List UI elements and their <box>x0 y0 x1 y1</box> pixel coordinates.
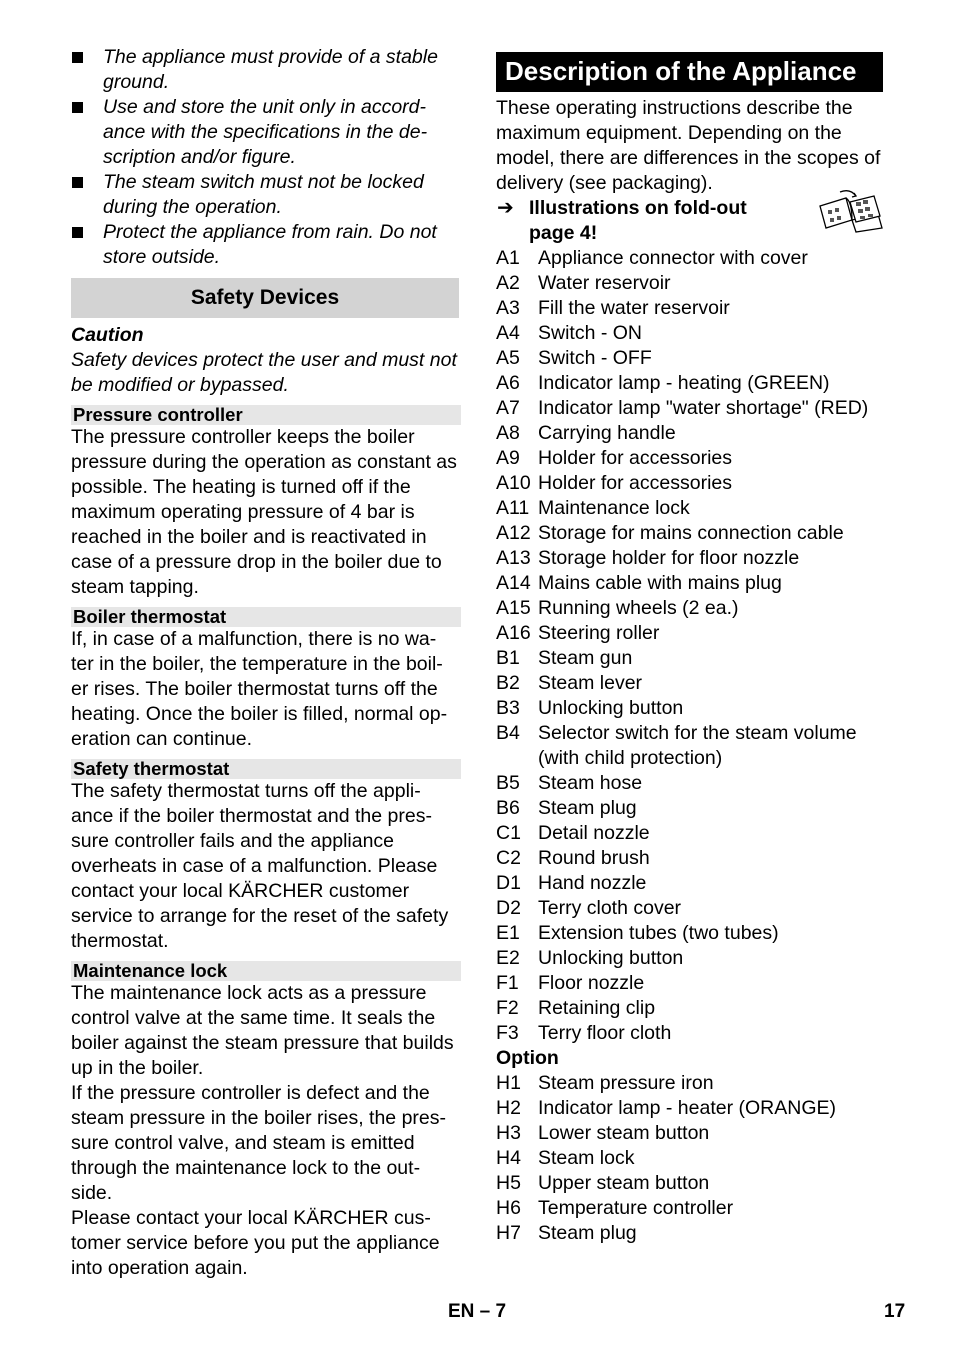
component-label: Switch - OFF <box>538 347 652 369</box>
foldout-line-2: page 4! <box>529 222 598 244</box>
component-label: Unlocking button <box>538 697 684 719</box>
component-item <box>496 1096 896 1121</box>
component-item <box>496 421 896 446</box>
description-heading: Description of the Appliance <box>496 52 883 92</box>
component-item <box>496 546 896 571</box>
component-label: Steam gun <box>538 647 633 669</box>
component-list <box>496 246 896 1046</box>
open-book-icon <box>816 188 884 234</box>
maintenance-lock-text-2: If the pressure controller is defect and the steam pressure in the boiler rises, the pres-sure control valve, and steam is emitted through the maintenance lock to the out-side. <box>71 1082 446 1204</box>
component-code: A6 <box>496 372 520 394</box>
component-code: D1 <box>496 872 521 894</box>
bullet-square-icon <box>72 102 83 113</box>
component-code: F3 <box>496 1022 519 1044</box>
bullet-item: The appliance must provide of a stable ground. <box>71 45 459 95</box>
component-item <box>496 921 896 946</box>
caution-title: Caution <box>71 324 144 346</box>
component-item <box>496 996 896 1021</box>
component-label: Terry floor cloth <box>538 1022 672 1044</box>
component-label: Steam plug <box>538 797 637 819</box>
component-code: A10 <box>496 472 531 494</box>
component-code: B4 <box>496 722 520 744</box>
component-code: H1 <box>496 1072 521 1094</box>
component-label: Steam hose <box>538 772 643 794</box>
component-item <box>496 521 896 546</box>
component-item <box>496 1171 896 1196</box>
component-code: A8 <box>496 422 520 444</box>
boiler-thermostat-heading: Boiler thermostat <box>71 607 461 627</box>
component-label: Mains cable with mains plug <box>538 572 782 594</box>
component-code: A1 <box>496 247 520 269</box>
component-item <box>496 621 896 646</box>
safety-thermostat-text: The safety thermostat turns off the appli-ance if the boiler thermostat and the pres-sure controller fails and the appliance overheats in case of a malfunction. Please contact your local KÄRCHER customer service to arrange for the reset of the safety thermostat. <box>71 780 449 952</box>
component-code: B5 <box>496 772 520 794</box>
component-label: Unlocking button <box>538 947 684 969</box>
component-label: Water reservoir <box>538 272 671 294</box>
component-code: B1 <box>496 647 520 669</box>
component-label: Extension tubes (two tubes) <box>538 922 779 944</box>
component-code: E2 <box>496 947 520 969</box>
component-code: B2 <box>496 672 520 694</box>
component-item <box>496 371 896 396</box>
component-item <box>496 971 896 996</box>
component-item <box>496 1221 896 1246</box>
component-item <box>496 1021 896 1046</box>
component-code: A14 <box>496 572 531 594</box>
component-item <box>496 571 896 596</box>
component-item <box>496 1121 896 1146</box>
component-code: D2 <box>496 897 521 919</box>
component-code: A5 <box>496 347 520 369</box>
safety-thermostat-heading: Safety thermostat <box>71 759 461 779</box>
maintenance-lock-heading: Maintenance lock <box>71 961 461 981</box>
component-label: Lower steam button <box>538 1122 710 1144</box>
component-label: Steam pressure iron <box>538 1072 714 1094</box>
maintenance-lock-text-3: Please contact your local KÄRCHER cus-tomer service before you put the appliance into operation again. <box>71 1207 440 1279</box>
component-item <box>496 646 896 671</box>
component-label: Maintenance lock <box>538 497 690 519</box>
component-label: Terry cloth cover <box>538 897 682 919</box>
component-item <box>496 346 896 371</box>
component-label: Temperature controller <box>538 1197 734 1219</box>
component-item <box>496 946 896 971</box>
option-heading: Option <box>496 1047 559 1069</box>
component-code: A4 <box>496 322 520 344</box>
arrow-right-icon: ➔ <box>497 197 514 219</box>
footer-section-label: EN – 7 <box>448 1301 507 1322</box>
component-label: Indicator lamp - heater (ORANGE) <box>538 1097 837 1119</box>
component-label: Selector switch for the steam volume (with child protection) <box>538 722 857 769</box>
component-label: Upper steam button <box>538 1172 710 1194</box>
component-label: Indicator lamp - heating (GREEN) <box>538 372 830 394</box>
component-label: Steam lever <box>538 672 643 694</box>
component-item <box>496 446 896 471</box>
component-label: Steam lock <box>538 1147 635 1169</box>
component-label: Storage for mains connection cable <box>538 522 844 544</box>
component-item <box>496 771 896 796</box>
component-code: H5 <box>496 1172 521 1194</box>
component-item <box>496 321 896 346</box>
component-code: A16 <box>496 622 531 644</box>
component-code: H7 <box>496 1222 521 1244</box>
foldout-note <box>496 196 896 246</box>
component-label: Indicator lamp "water shortage" (RED) <box>538 397 869 419</box>
component-label: Round brush <box>538 847 650 869</box>
bullet-item: The steam switch must not be locked during the operation. <box>71 170 459 220</box>
component-label: Steering roller <box>538 622 660 644</box>
component-item <box>496 271 896 296</box>
component-item <box>496 846 896 871</box>
component-item <box>496 896 896 921</box>
component-item <box>496 496 896 521</box>
component-code: B3 <box>496 697 520 719</box>
component-code: A13 <box>496 547 531 569</box>
bullet-square-icon <box>72 52 83 63</box>
component-code: F1 <box>496 972 519 994</box>
component-label: Carrying handle <box>538 422 676 444</box>
component-item <box>496 1071 896 1096</box>
component-code: A2 <box>496 272 520 294</box>
component-label: Holder for accessories <box>538 447 732 469</box>
component-item <box>496 596 896 621</box>
bullet-item: Protect the appliance from rain. Do not store outside. <box>71 220 459 270</box>
component-item <box>496 796 896 821</box>
caution-text: Safety devices protect the user and must not be modified or bypassed. <box>71 349 457 396</box>
component-label: Hand nozzle <box>538 872 647 894</box>
right-column <box>496 45 896 1246</box>
component-item <box>496 721 896 771</box>
option-component-list <box>496 1071 896 1246</box>
component-item <box>496 1196 896 1221</box>
component-code: H2 <box>496 1097 521 1119</box>
component-label: Retaining clip <box>538 997 656 1019</box>
page-number: 17 <box>884 1301 906 1322</box>
pressure-controller-text: The pressure controller keeps the boiler pressure during the operation as constant as possible. The heating is turned off if the maximum operating pressure of 4 bar is reached in the boiler and is reactivated in case of a pressure drop in the boiler due to steam tapping. <box>71 426 457 598</box>
component-label: Appliance connector with cover <box>538 247 808 269</box>
component-label: Switch - ON <box>538 322 643 344</box>
component-label: Storage holder for floor nozzle <box>538 547 800 569</box>
component-code: A9 <box>496 447 520 469</box>
component-item <box>496 871 896 896</box>
boiler-thermostat-text: If, in case of a malfunction, there is no wa-ter in the boiler, the temperature in the boil-er rises. The boiler thermostat turns off the heating. Once the boiler is filled, normal op-eration can continue. <box>71 628 448 750</box>
bullet-square-icon <box>72 177 83 188</box>
component-label: Steam plug <box>538 1222 637 1244</box>
component-label: Running wheels (2 ea.) <box>538 597 739 619</box>
component-code: A11 <box>496 497 530 519</box>
component-label: Fill the water reservoir <box>538 297 730 319</box>
component-code: A15 <box>496 597 531 619</box>
component-label: Floor nozzle <box>538 972 645 994</box>
component-code: A12 <box>496 522 531 544</box>
maintenance-lock-text-1: The maintenance lock acts as a pressure control valve at the same time. It seals the boiler against the steam pressure that builds up in the boiler. <box>71 982 454 1079</box>
component-code: E1 <box>496 922 520 944</box>
bullet-square-icon <box>72 227 83 238</box>
component-code: F2 <box>496 997 519 1019</box>
component-item <box>496 696 896 721</box>
component-code: B6 <box>496 797 520 819</box>
left-column <box>71 45 459 1281</box>
component-item <box>496 296 896 321</box>
component-item <box>496 471 896 496</box>
component-code: H3 <box>496 1122 521 1144</box>
description-intro: These operating instructions describe the maximum equipment. Depending on the model, there are differences in the scopes of delivery (see packaging). <box>496 97 881 194</box>
component-code: H4 <box>496 1147 521 1169</box>
pressure-controller-heading: Pressure controller <box>71 405 461 425</box>
safety-bullet-list <box>71 45 459 270</box>
component-code: A3 <box>496 297 520 319</box>
bullet-item: Use and store the unit only in accord-ance with the specifications in the de-scription and/or figure. <box>71 95 459 170</box>
component-item <box>496 821 896 846</box>
component-item <box>496 396 896 421</box>
component-code: C1 <box>496 822 521 844</box>
component-item <box>496 671 896 696</box>
component-code: A7 <box>496 397 520 419</box>
component-item <box>496 246 896 271</box>
component-label: Detail nozzle <box>538 822 650 844</box>
component-code: H6 <box>496 1197 521 1219</box>
component-code: C2 <box>496 847 521 869</box>
component-label: Holder for accessories <box>538 472 732 494</box>
component-item <box>496 1146 896 1171</box>
foldout-line-1: Illustrations on fold-out <box>529 197 747 219</box>
safety-devices-heading: Safety Devices <box>71 278 459 318</box>
